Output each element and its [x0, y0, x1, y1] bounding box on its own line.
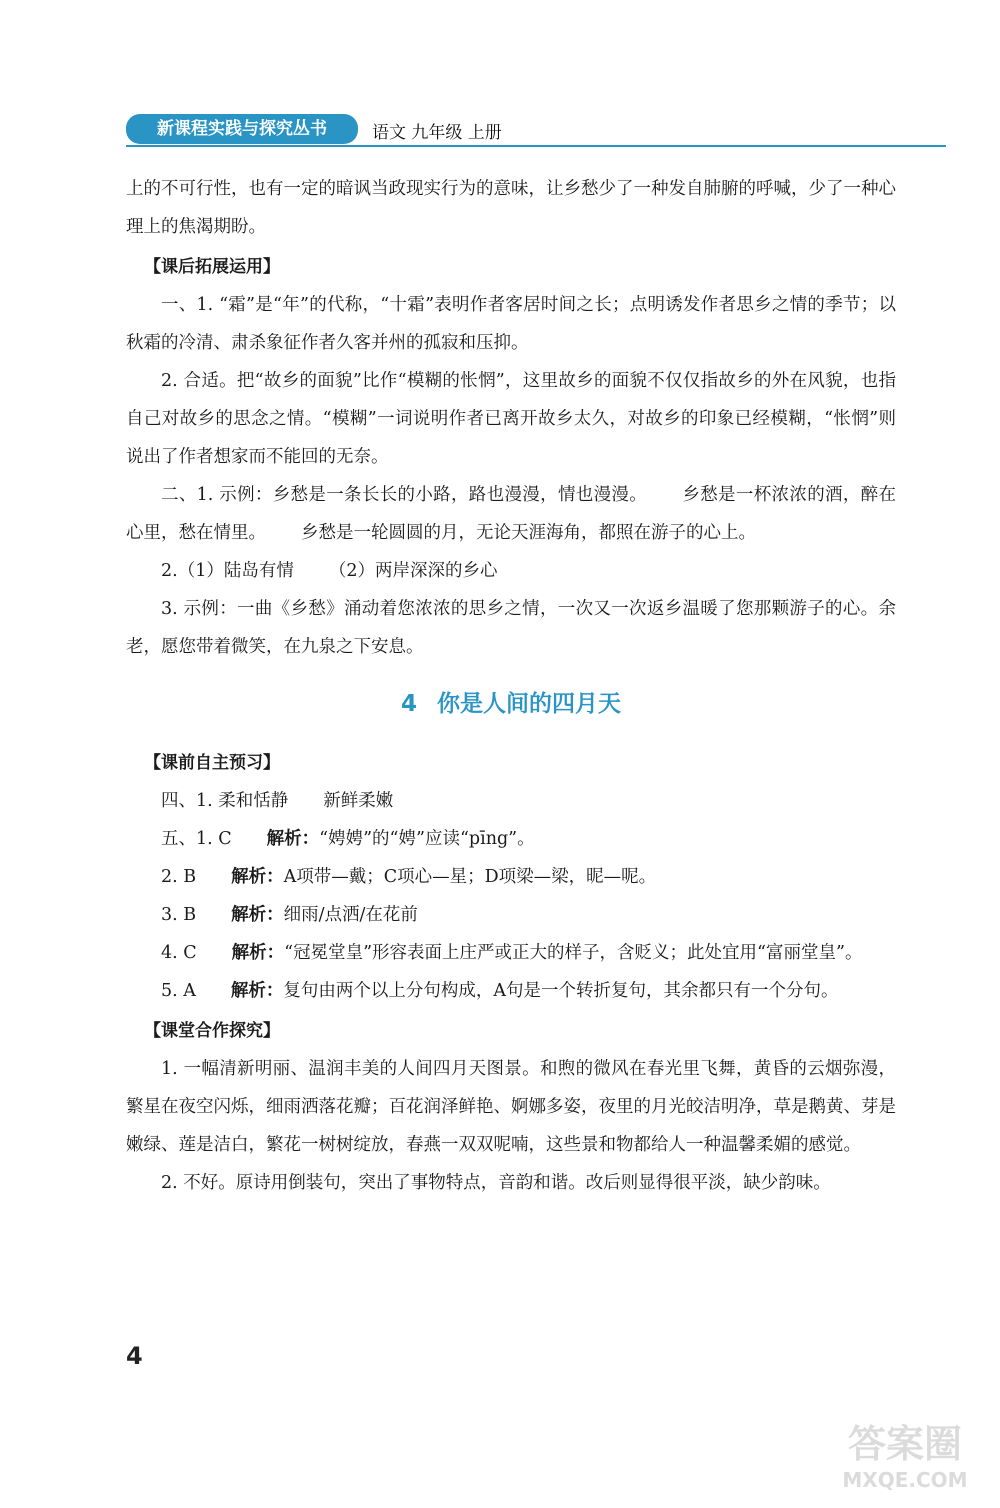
answer-paragraph: 2. 不好。原诗用倒装句，突出了事物特点，音韵和谐。改后则显得很平淡，缺少韵味。	[161, 1173, 831, 1193]
analysis-text: A项带—戴；C项心—星；D项梁—梁，昵—呢。	[283, 867, 657, 887]
analysis-label: 解析：	[231, 867, 284, 887]
section-heading-extension: 【课后拓展运用】	[144, 257, 280, 277]
answer-paragraph	[126, 782, 896, 820]
page-number: 4	[126, 1342, 143, 1370]
analysis-label: 解析：	[266, 829, 320, 849]
answer-lead: 五、1. C	[161, 829, 232, 849]
page-header	[126, 112, 946, 146]
example-sentence: 二、1. 示例：乡愁是一条长长的小路，路也漫漫，情也漫漫。	[161, 485, 648, 505]
watermark-logo	[830, 1405, 980, 1495]
answer-paragraph: 1. 一幅清新明丽、温润丰美的人间四月天图景。和煦的微风在春光里飞舞，黄昏的云烟弥漫，繁星在夜空闪烁，细雨洒落花瓣；百花润泽鲜艳、婀娜多姿，夜里的月光皎洁明净，草是鹅黄、芽是嫩绿、莲是洁白，繁花一树树绽放，春燕一双双呢喃，这些景和物都给人一种温馨柔媚的感觉。	[126, 1059, 896, 1155]
lesson-title	[126, 674, 896, 734]
answer-paragraph	[126, 858, 896, 896]
example-sentence: 乡愁是一轮圆圆的月，无论天涯海角，都照在游子的心上。	[301, 523, 756, 543]
answer-part: 四、1. 柔和恬静	[161, 791, 289, 811]
analysis-text: 复句由两个以上分句构成，A句是一个转折复句，其余都只有一个分句。	[283, 981, 839, 1001]
answer-lead: 3. B	[161, 905, 197, 925]
section-heading-cooperation: 【课堂合作探究】	[144, 1021, 280, 1041]
answer-paragraph	[126, 972, 896, 1010]
answer-paragraph	[126, 476, 896, 552]
analysis-text: 细雨/点洒/在花前	[283, 905, 418, 925]
answer-paragraph	[126, 896, 896, 934]
answer-paragraph: 2. 合适。把“故乡的面貌”比作“模糊的怅惘”，这里故乡的面貌不仅仅指故乡的外在风貌，也指自己对故乡的思念之情。“模糊”一词说明作者已离开故乡太久，对故乡的印象已经模糊，“怅惘”则说出了作者想家而不能回的无奈。	[126, 371, 896, 467]
paragraph-continuation: 上的不可行性，也有一定的暗讽当政现实行为的意味，让乡愁少了一种发自肺腑的呼喊，少了一种心理上的焦渴期盼。	[126, 179, 896, 237]
lesson-name: 你是人间的四月天	[437, 691, 621, 717]
answer-paragraph	[126, 934, 896, 972]
watermark-text: 答案圈	[847, 1422, 963, 1466]
analysis-text: “娉娉”的“娉”应读“pīng”。	[319, 829, 535, 849]
answer-paragraph	[126, 552, 896, 590]
analysis-label: 解析：	[231, 905, 284, 925]
answer-part: （2）两岸深深的乡心	[328, 561, 498, 581]
lesson-number: 4	[400, 691, 417, 717]
subject-label: 语文 九年级 上册	[372, 123, 502, 143]
answer-lead: 2. B	[161, 867, 197, 887]
example-sentence: 乡愁是一杯浓浓的酒，醉在心里，愁在情里。	[126, 485, 896, 543]
section-heading-preview: 【课前自主预习】	[144, 753, 280, 773]
header-rule	[126, 145, 946, 147]
series-badge: 新课程实践与探究丛书	[126, 114, 358, 144]
answer-part: 新鲜柔嫩	[323, 791, 394, 811]
answer-paragraph: 一、1. “霜”是“年”的代称，“十霜”表明作者客居时间之长；点明诱发作者思乡之情的季节；以秋霜的冷清、肃杀象征作者久客并州的孤寂和压抑。	[126, 295, 896, 353]
answer-lead: 4. C	[161, 943, 197, 963]
analysis-label: 解析：	[231, 943, 285, 963]
page-content	[126, 170, 896, 1202]
analysis-label: 解析：	[230, 981, 284, 1001]
analysis-text: “冠冕堂皇”形容表面上庄严或正大的样子，含贬义；此处宜用“富丽堂皇”。	[284, 943, 863, 963]
answer-paragraph: 3. 示例：一曲《乡愁》涌动着您浓浓的思乡之情，一次又一次返乡温暖了您那颗游子的心。余老，愿您带着微笑，在九泉之下安息。	[126, 599, 896, 657]
answer-lead: 5. A	[161, 981, 196, 1001]
watermark-url: MXQE.COM	[842, 1468, 968, 1492]
answer-paragraph	[126, 820, 896, 858]
answer-part: 2.（1）陆岛有情	[161, 561, 294, 581]
